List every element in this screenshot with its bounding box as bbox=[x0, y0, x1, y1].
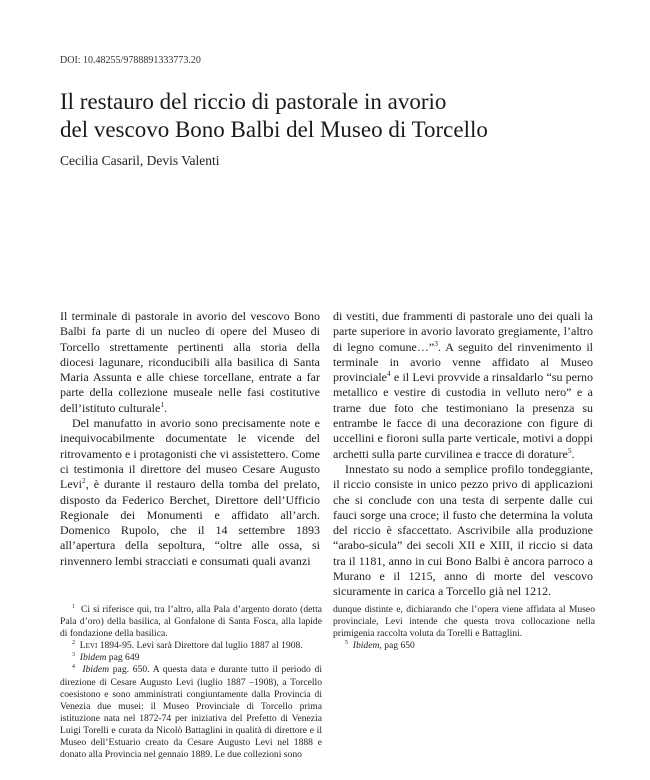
footnote-ref: 1 bbox=[160, 399, 165, 409]
footnote-ref: 5 bbox=[567, 445, 572, 455]
footnotes-left bbox=[60, 604, 322, 761]
footnote-5: $^5$ Ibidem, pag 650 bbox=[345, 640, 415, 652]
authors: Cecilia Casaril, Devis Valenti bbox=[60, 153, 220, 168]
body-column-right bbox=[333, 309, 593, 600]
body-column-left bbox=[60, 309, 320, 569]
footnote-4: $^4$ Ibidem pag. 650. A questa data e durante tutto il periodo di direzione di Cesare Augusto Levi (luglio 1887 –1908), a Torcello coesistono e sono amministrati congiuntamente dalla Provincia di Venezia due musei: il Museo Provinciale di Torcello prima istituzione nata nel 1872-74 per iniziativa del Prefetto di Venezia Luigi Torelli e curata da Nicolò Battaglini in qualità di direttore e il Museo dell’Estuario creato da Cesare Augusto Levi nel 1888 e donato alla Provincia nel gennaio 1889. Le due collezioni sono bbox=[60, 664, 323, 761]
footnote-1: $^1$ Ci si riferisce qui, tra l’altro, alla Pala d’argento dorato (detta Pala d’oro) della basilica, al Gonfalone di Santa Fosca, alla lapide di fondazione della basilica. bbox=[60, 603, 322, 640]
body-paragraph-2-continued: di vestiti, due frammenti di pastorale uno dei quali la parte superiore in avorio lavorato gregiamente, l’altro di legno comune…”$^3$. A seguito del rinvenimento il terminale in avorio venne affidato al Museo provinciale$^4$ e il Levi provvide a rinsaldarlo “su perno metallico e vestire di custodia in velluto nero” e a trarne due foto che testimoniano la presenza su entrambe le facce di una decorazione con figure di uccellini e fioroni sulla parte verticale, motivi a doppi archetti sulla parte curvilinea e tracce di dorature$^5$. bbox=[333, 309, 593, 461]
footnote-4-continued: dunque distinte e, dichiarando che l’opera viene affidata al Museo provinciale, Levi intende che questa trova collocazione nella primigenia raccolta voluta da Torelli e Battaglini. bbox=[333, 604, 595, 640]
body-paragraph-1: Il terminale di pastorale in avorio del vescovo Bono Balbi fa parte di un nucleo di opere del Museo di Torcello strettamente pertinenti alla storia della diocesi lagunare, riconducibili alla basilica di Santa Maria Assunta e alle chiese torcellane, entrate a far parte della collezione museale nelle fasi costitutive dell’istituto culturale$^1$. bbox=[60, 309, 320, 415]
footnote-ref: 2 bbox=[82, 476, 86, 486]
article-title bbox=[60, 88, 600, 144]
body-paragraph-3: Innestato su nodo a semplice profilo tondeggiante, il riccio consiste in unico pezzo privo di applicazioni che si conclude con una testa di serpente dalle cui fauci sorge una croce; il fusto che determina la voluta del riccio è sfaccettato. Ascrivibile alla produzione “arabo-sicula” dei secoli XII e XIII, il riccio si data tra il 1181, anno in cui Bono Balbi è ancora parroco a Murano e il 1215, anno di morte del vescovo sicuramente in carica a Torcello già nel 1212. bbox=[333, 461, 593, 599]
body-paragraph-2: Del manufatto in avorio sono precisamente note e inequivocabilmente documentate le vicende del ritrovamento e i protagonisti che vi assistettero. Come ci testimonia il direttore del museo Cesare Augusto Levi$^2$, è durante il restauro della tomba del prelato, disposto da Federico Berchet, Direttore dell’Ufficio Regionale dei Monumenti e affidato all’arch. Domenico Rupolo, che il 14 settembre 1893 all’apertura della sepoltura, “oltre alle ossa, si rinvennero lembi stracciati e consumati quali avanzi bbox=[60, 416, 320, 568]
title-line-1: Il restauro del riccio di pastorale in avorio bbox=[60, 89, 447, 114]
footnotes-right bbox=[333, 604, 595, 652]
footnote-ref: 4 bbox=[386, 369, 391, 379]
title-line-2: del vescovo Bono Balbi del Museo di Torcello bbox=[60, 117, 488, 142]
doi-line: DOI: 10.48255/9788891333773.20 bbox=[60, 55, 201, 66]
footnote-2: $^2$ Levi 1894-95. Levi sarà Direttore dal luglio 1887 al 1908. bbox=[72, 640, 303, 652]
footnote-3: $^3$ Ibidem pag 649 bbox=[72, 652, 140, 664]
footnote-ref: 3 bbox=[434, 338, 438, 348]
